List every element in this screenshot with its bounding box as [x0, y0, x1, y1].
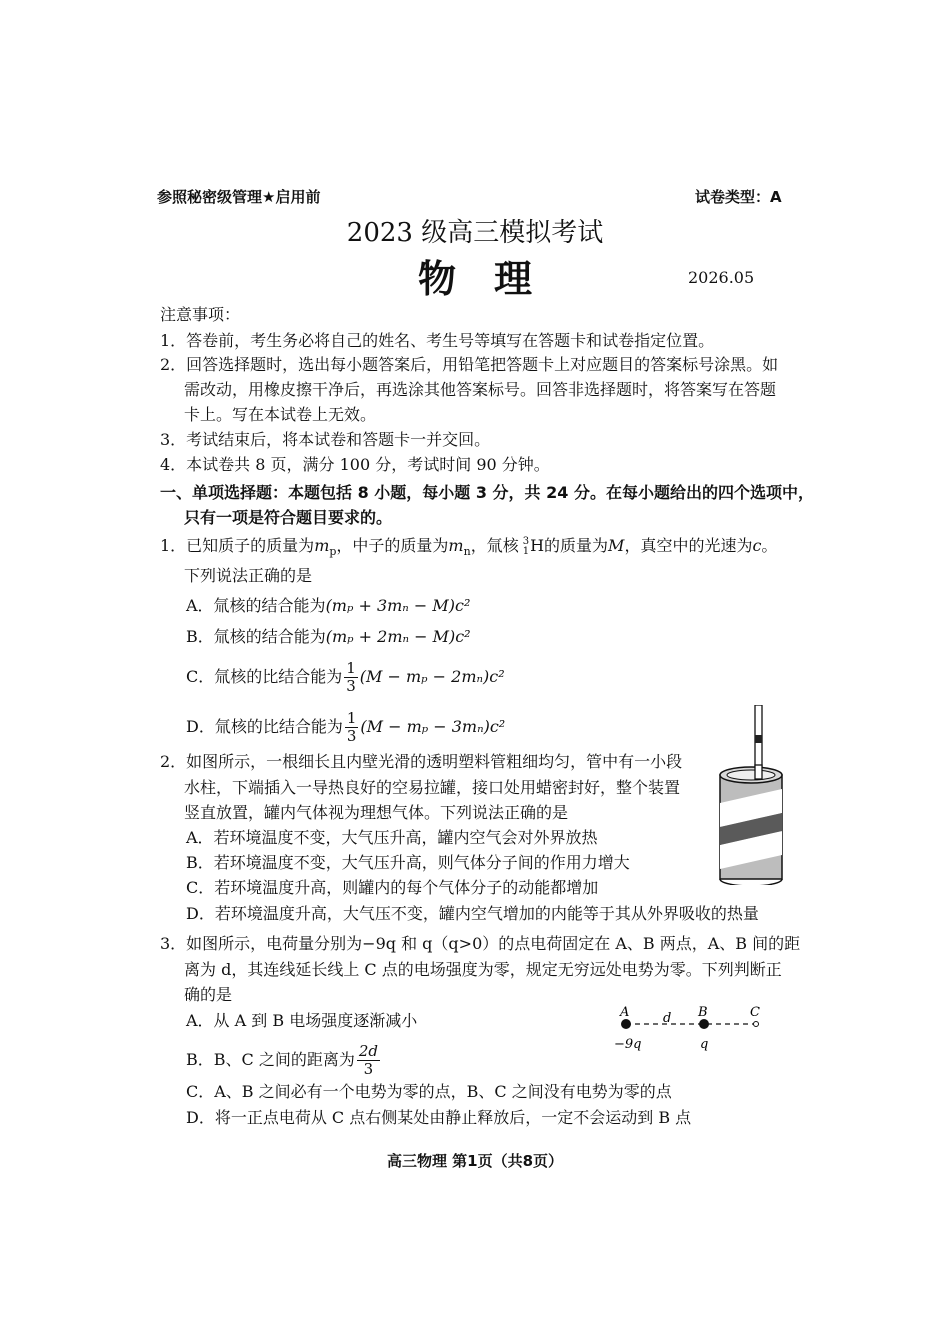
charge-b-dot — [699, 1019, 709, 1029]
note-2-line-3: 卡上。写在本试卷上无效。 — [184, 405, 377, 424]
question-2-option-d: D．若环境温度升高，大气压不变，罐内空气增加的内能等于其从外界吸收的热量 — [186, 904, 759, 923]
charge-a-value: −9q — [614, 1037, 642, 1052]
paper-type-label: 试卷类型：A — [695, 188, 782, 206]
confidentiality-label: 参照秘密级管理★启用前 — [157, 188, 321, 206]
exam-title: 2023 级高三模拟考试 — [346, 218, 604, 248]
question-1-option-d: D．氚核的比结合能为 $\frac{1}{3}$ (M − mₚ − 3mₙ)c² — [186, 709, 506, 745]
tritium-nuclide: 3 1 — [522, 535, 530, 557]
question-3-option-c: C．A、B 之间必有一个电势为零的点，B、C 之间没有电势为零的点 — [186, 1082, 672, 1101]
question-1-option-a: A．氚核的结合能为(mₚ + 3mₙ − M)c² — [186, 596, 471, 615]
question-3-stem-line-3: 确的是 — [184, 985, 233, 1004]
question-2-option-a: A．若环境温度不变，大气压升高，罐内空气会对外界放热 — [186, 828, 598, 847]
question-3-option-a: A．从 A 到 B 电场强度逐渐减小 — [186, 1011, 418, 1030]
distance-d-label: d — [663, 1011, 672, 1026]
question-3-stem-line-1: 3．如图所示，电荷量分别为−9q 和 q（q>0）的点电荷固定在 A、B 两点，A、B 间的距 — [160, 934, 801, 953]
question-2-stem-line-2: 水柱，下端插入一导热良好的空易拉罐，接口处用蜡密封好，整个装置 — [184, 778, 681, 797]
question-2-option-c: C．若环境温度升高，则罐内的每个气体分子的动能都增加 — [186, 878, 599, 897]
point-a-label: A — [620, 1005, 630, 1020]
page-footer: 高三物理 第1页（共8页） — [386, 1152, 564, 1170]
question-1-option-b: B．氚核的结合能为(mₚ + 2mₙ − M)c² — [186, 627, 471, 646]
note-2-line-2: 需改动，用橡皮擦干净后，再选涂其他答案标号。回答非选择题时，将答案写在答题 — [184, 380, 777, 399]
charge-a-dot — [621, 1019, 631, 1029]
question-1-option-c: C．氚核的比结合能为 $\frac{1}{3}$ (M − mₚ − 2mₙ)c² — [186, 659, 505, 695]
question-3-option-d: D．将一正点电荷从 C 点右侧某处由静止释放后，一定不会运动到 B 点 — [186, 1108, 692, 1127]
subject-title: 物 理 — [417, 257, 532, 301]
note-2-line-1: 2．回答选择题时，选出每小题答案后，用铅笔把答题卡上对应题目的答案标号涂黑。如 — [160, 355, 779, 374]
question-3-option-b: B．B、C 之间的距离为 $\frac{2d}{3}$ — [186, 1042, 379, 1078]
question-2-option-b: B．若环境温度不变，大气压升高，则气体分子间的作用力增大 — [186, 853, 630, 872]
question-1-prompt: 下列说法正确的是 — [184, 566, 313, 585]
note-4: 4．本试卷共 8 页，满分 100 分，考试时间 90 分钟。 — [160, 455, 550, 474]
notes-title: 注意事项： — [160, 305, 241, 324]
question-3-stem-line-2: 离为 d，其连线延长线上 C 点的电场强度为零，规定无穷远处电势为零。下列判断正 — [184, 960, 782, 979]
note-3: 3．考试结束后，将本试卷和答题卡一并交回。 — [160, 430, 491, 449]
section-1-heading-line-2: 只有一项是符合题目要求的。 — [184, 508, 393, 527]
exam-date: 2026.05 — [688, 268, 755, 287]
note-1: 1．答卷前，考生务必将自己的姓名、考生号等填写在答题卡和试卷指定位置。 — [160, 331, 715, 350]
charge-b-value: q — [700, 1037, 709, 1052]
section-1-heading-line-1: 一、单项选择题：本题包括 8 小题，每小题 3 分，共 24 分。在每小题给出的四个选项中， — [160, 483, 814, 502]
point-charges-figure — [608, 1002, 778, 1054]
question-1-stem: 1．已知质子的质量为$m_p$，中子的质量为$m_n$，氚核 3 1 H的质量为M，真空中的光速为c。 — [160, 535, 778, 559]
question-2-stem-line-3: 竖直放置，罐内气体视为理想气体。下列说法正确的是 — [184, 803, 569, 822]
can-with-tube-figure — [712, 705, 792, 885]
question-2-stem-line-1: 2．如图所示，一根细长且内壁光滑的透明塑料管粗细均匀，管中有一小段 — [160, 752, 683, 771]
point-c-label: C — [750, 1005, 760, 1020]
point-b-label: B — [698, 1005, 708, 1020]
